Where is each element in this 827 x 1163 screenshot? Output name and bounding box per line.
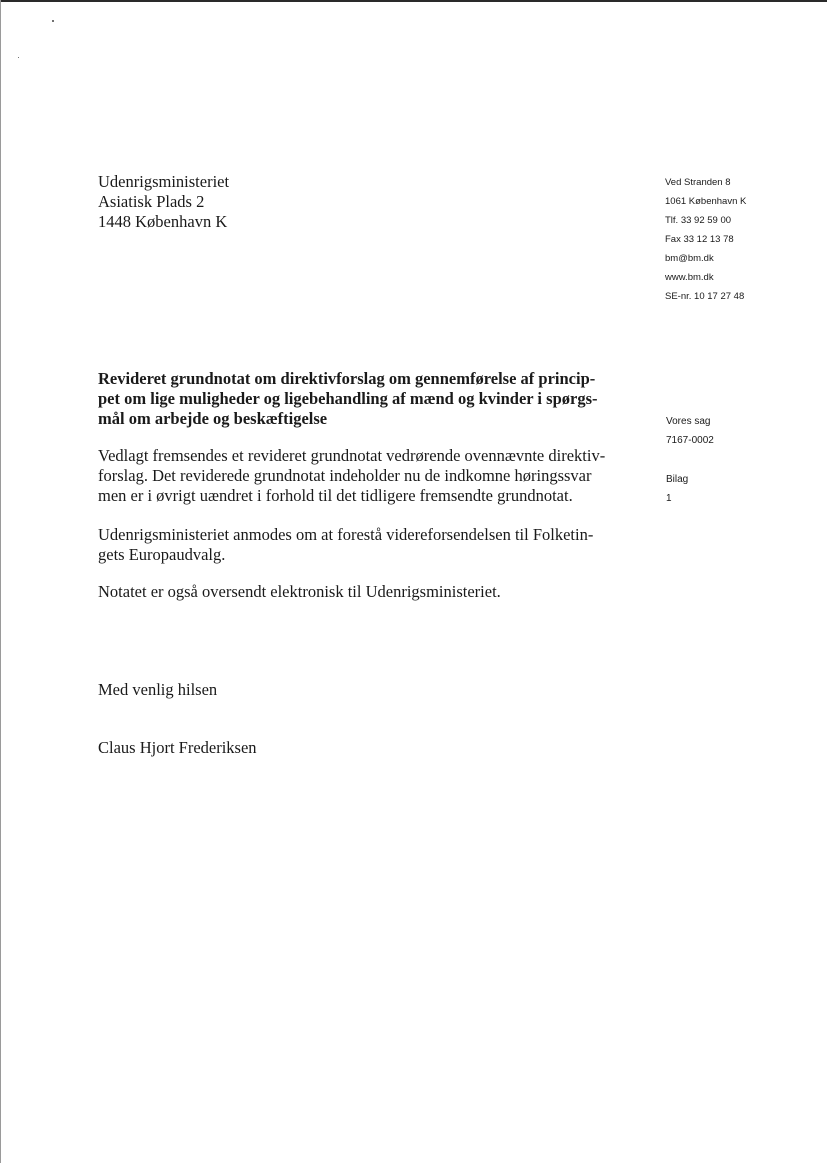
paragraph-line: Vedlagt fremsendes et revideret grundnotat vedrørende ovennævnte direktiv- [98, 446, 606, 465]
case-reference [666, 412, 714, 450]
closing-salutation: Med venlig hilsen [98, 680, 218, 699]
recipient-line: Udenrigsministeriet [98, 172, 230, 191]
enclosure-count: 1 [666, 493, 672, 504]
paragraph-line: men er i øvrigt uændret i forhold til det tidligere fremsendte grundnotat. [98, 486, 573, 505]
subject-line: Revideret grundnotat om direktivforslag om gennemførelse af princip- [98, 369, 596, 388]
enclosure-info [666, 470, 688, 508]
sender-website: www.bm.dk [665, 272, 714, 283]
scan-edge-left [0, 0, 1, 1163]
paragraph-line: forslag. Det reviderede grundnotat indeholder nu de indkomne høringssvar [98, 466, 592, 485]
scan-edge-top [0, 0, 827, 2]
body-paragraph-3 [98, 582, 501, 602]
subject-line: mål om arbejde og beskæftigelse [98, 409, 328, 428]
paragraph-line: Notatet er også oversendt elektronisk til Udenrigsministeriet. [98, 582, 501, 601]
sender-se-number: SE-nr. 10 17 27 48 [665, 291, 745, 302]
scan-speck [18, 57, 19, 58]
sender-street: Ved Stranden 8 [665, 177, 731, 188]
recipient-line: Asiatisk Plads 2 [98, 192, 205, 211]
letter-subject [98, 369, 628, 429]
sender-phone: Tlf. 33 92 59 00 [665, 215, 732, 226]
paragraph-line: gets Europaudvalg. [98, 545, 226, 564]
case-number: 7167-0002 [666, 435, 714, 446]
sender-email: bm@bm.dk [665, 253, 714, 264]
sender-fax: Fax 33 12 13 78 [665, 234, 734, 245]
body-paragraph-2 [98, 525, 593, 565]
paragraph-line: Udenrigsministeriet anmodes om at forestå videreforsendelsen til Folketin- [98, 525, 594, 544]
sender-city: 1061 København K [665, 196, 747, 207]
recipient-address [98, 172, 229, 232]
subject-line: pet om lige muligheder og ligebehandling af mænd og kvinder i spørgs- [98, 389, 598, 408]
enclosure-label: Bilag [666, 474, 689, 485]
scan-speck [52, 20, 54, 22]
body-paragraph-1 [98, 446, 605, 506]
case-label: Vores sag [666, 416, 711, 427]
sender-info [665, 173, 746, 306]
recipient-line: 1448 København K [98, 212, 228, 231]
signature-name: Claus Hjort Frederiksen [98, 738, 257, 757]
